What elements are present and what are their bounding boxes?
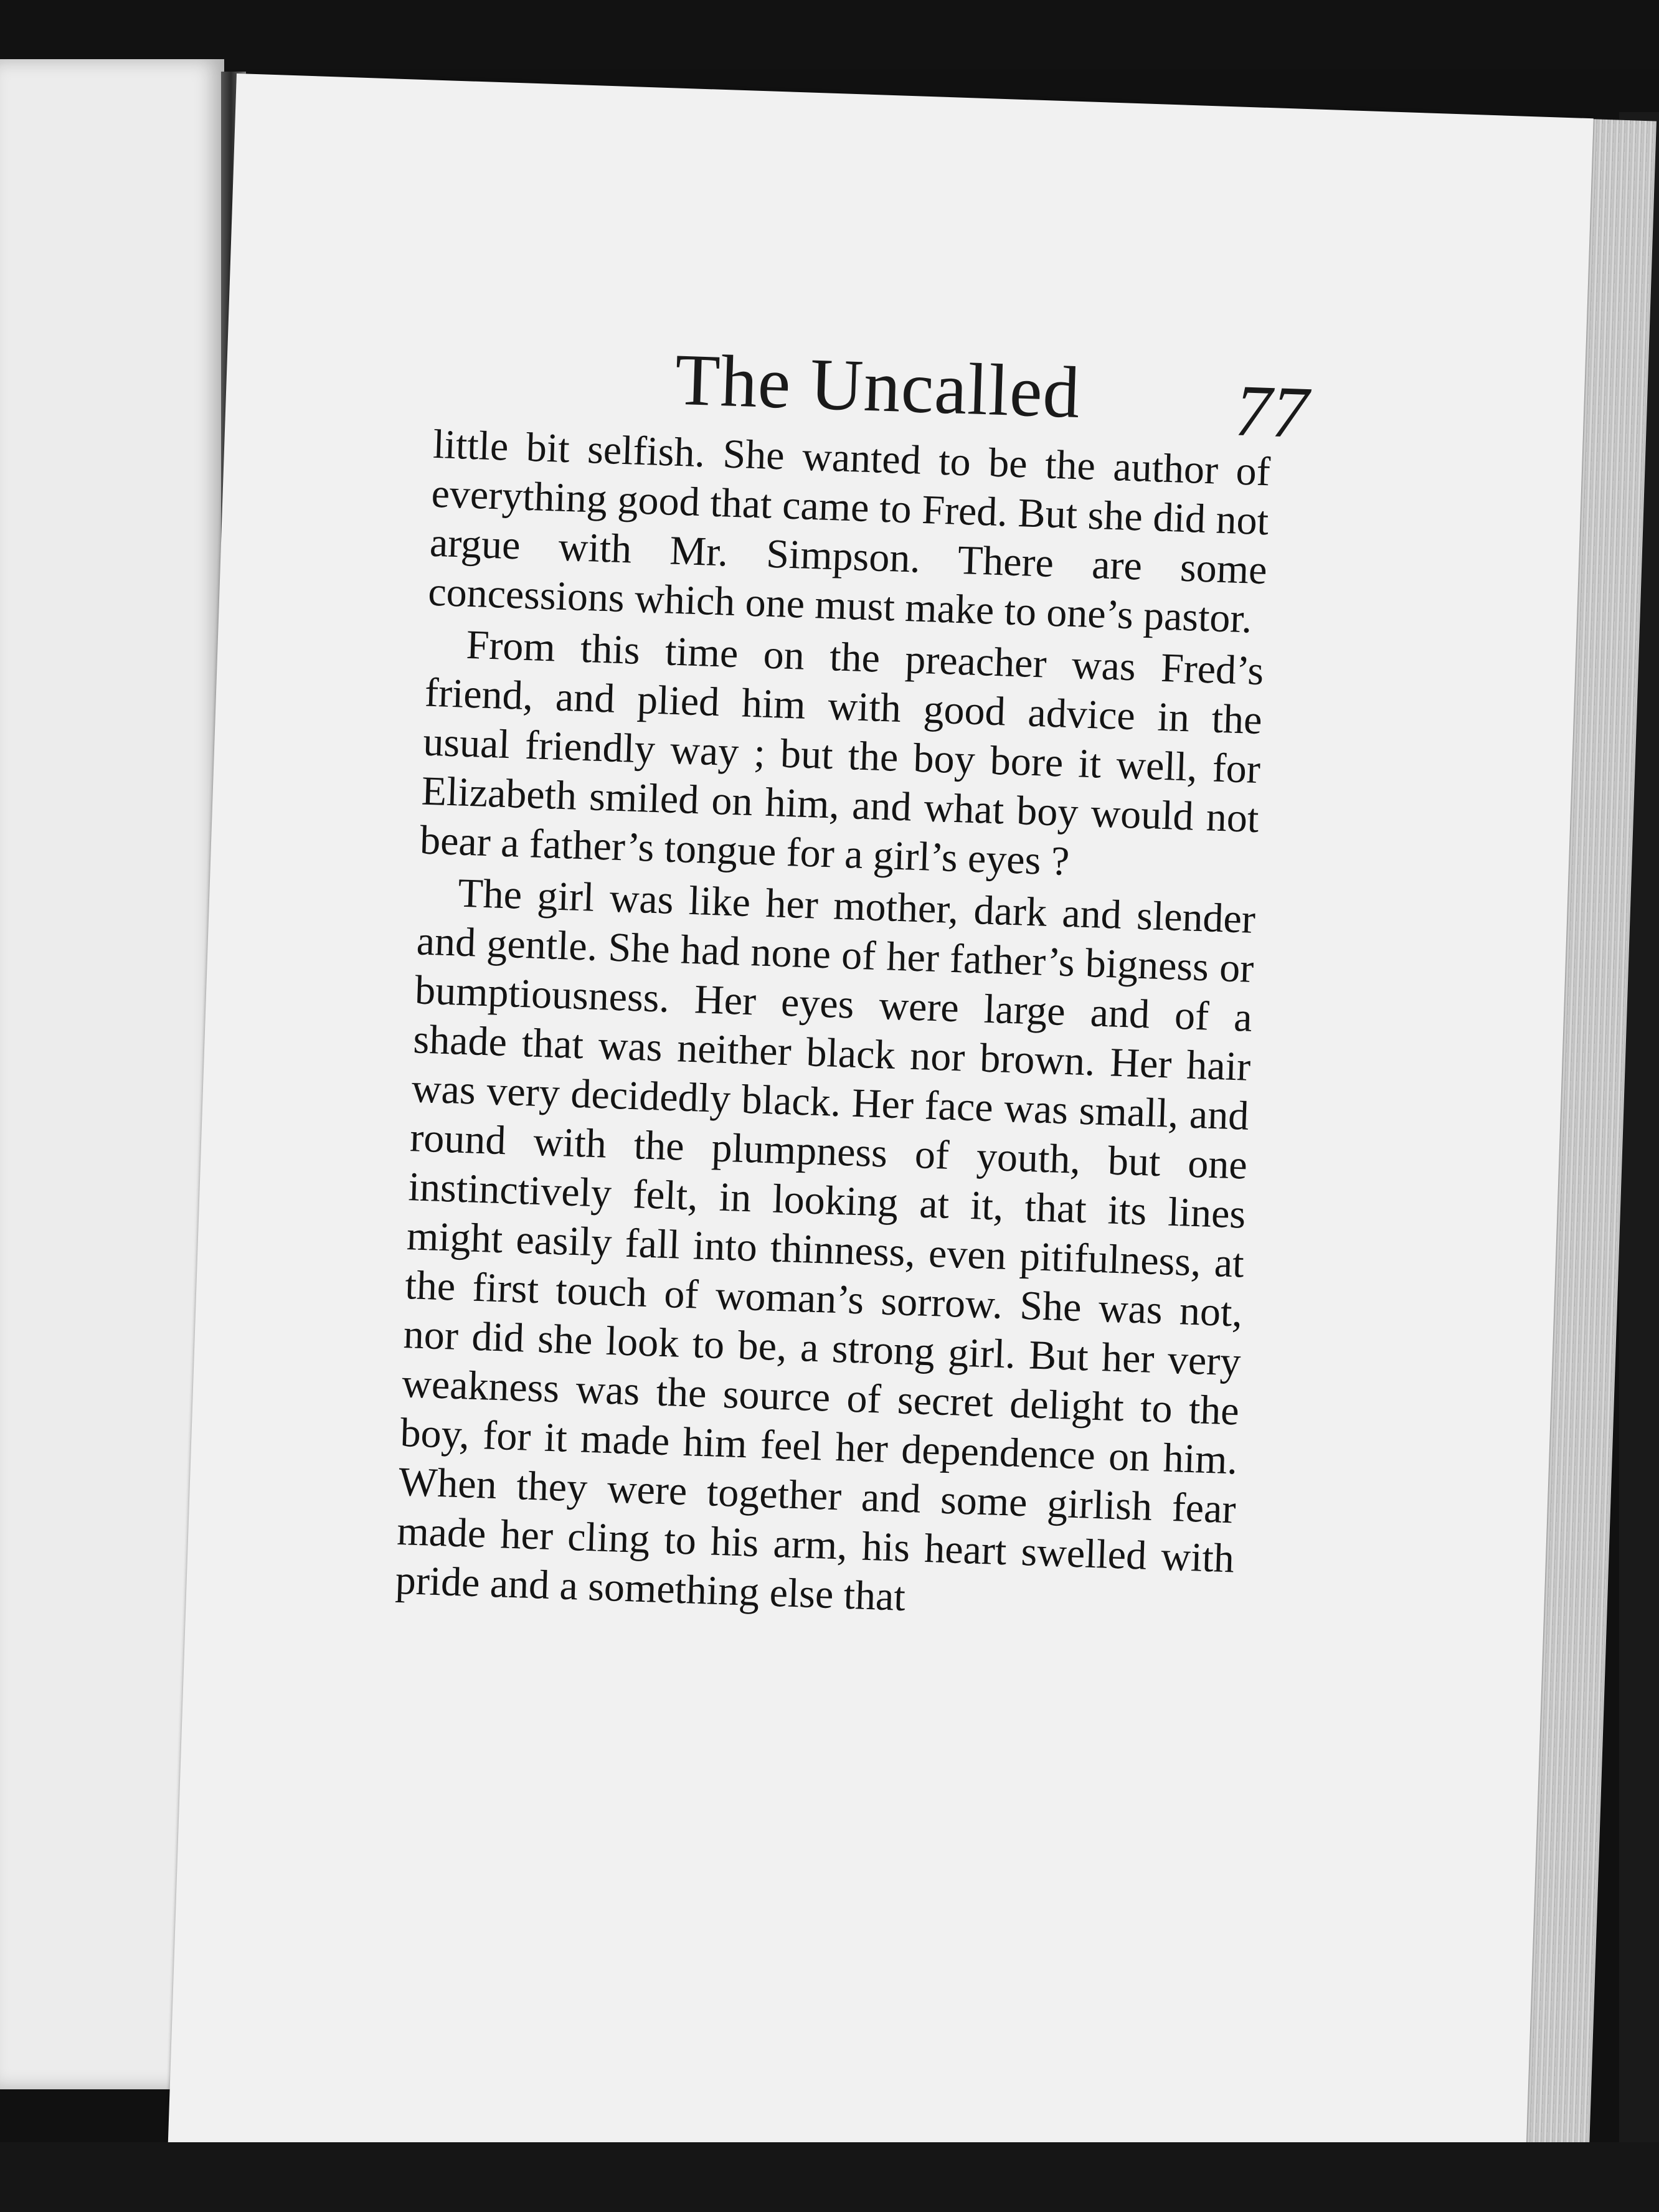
paragraph: The girl was like her mother, dark and slender and gentle. She had none of her father’s bigness or bumptiousness. Her eyes were large and of a shade that was neither black nor brown. Her hair was very decidedly black. Her face was small, and round with the plumpness of youth, but one instinctively felt, in looking at it, that its lines might easily fall into thinness, even pitifulness, at the first touch of woman’s sorrow. She was not, nor did she look to be, a strong girl. But her very weakness was the source of secret delight to the boy, for it made him feel her dependence on him. When they were together and some girlish fear made her cling to his arm, his heart swelled with pride and a something else that (394, 870, 1257, 1620)
scanner-background-top (0, 0, 1659, 69)
book-page (168, 73, 1594, 2210)
running-head: The Uncalled (673, 338, 1082, 434)
page-number: 77 (1233, 369, 1310, 454)
scanner-background-bottom (0, 2142, 1659, 2212)
paragraph: From this time on the preacher was Fred’s friend, and plied him with good advice in the usual friendly way ; but the boy bore it well, for Elizabeth smiled on him, and what boy would not bear a father’s tongue for a girl’s eyes ? (419, 622, 1265, 885)
page-text-block (168, 73, 1594, 2210)
paragraph-continued: little bit selfish. She wanted to be the author of everything good that came to Fred. But she did not argue with Mr. Simpson. There are some concessions which one must make to one’s pastor. (427, 421, 1271, 642)
body-text (395, 420, 1271, 1633)
